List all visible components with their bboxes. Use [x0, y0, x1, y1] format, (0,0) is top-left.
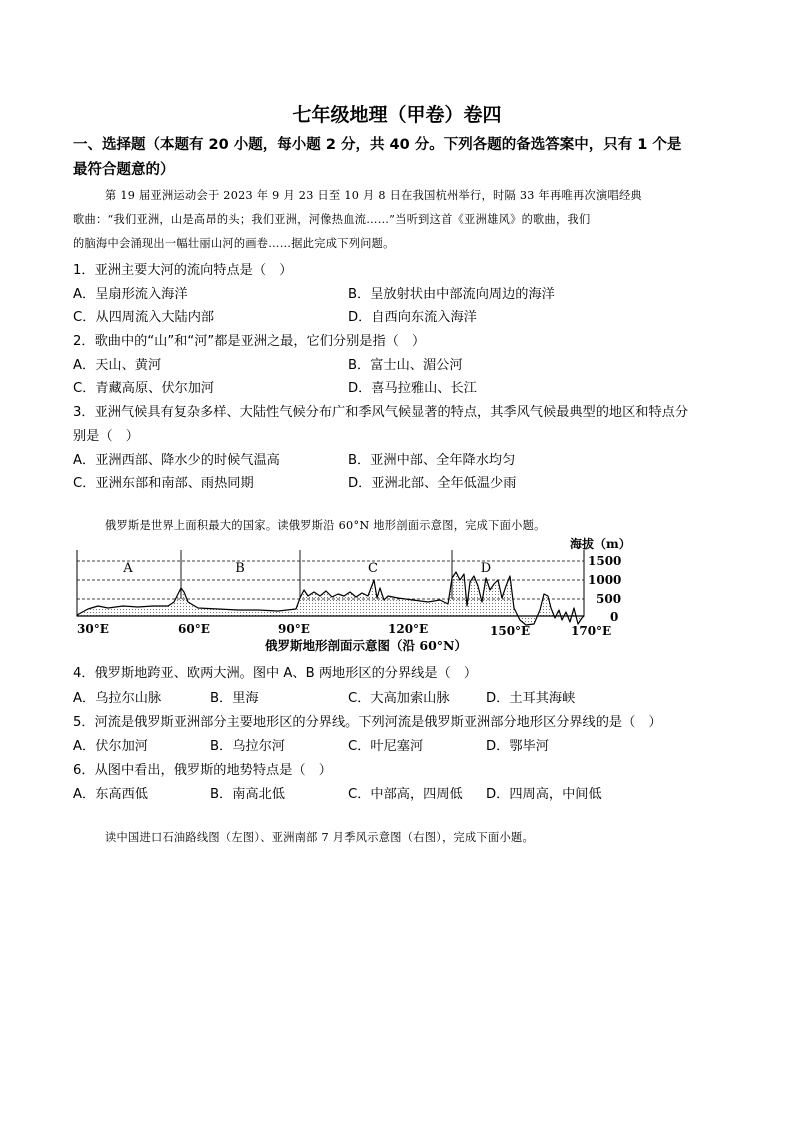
passage1-line2: 歌曲：“我们亚洲，山是高昂的头；我们亚洲，河像热血流……”当听到这首《亚洲雄风》的歌曲，我们 — [73, 213, 591, 226]
passage2: 俄罗斯是世界上面积最大的国家。读俄罗斯沿 60°N 地形剖面示意图，完成下面小题。 — [105, 519, 546, 532]
q5-option-d[interactable]: D．鄂毕河 — [486, 739, 549, 754]
region-label-b: B — [235, 561, 245, 576]
terrain-profile-figure — [68, 536, 638, 656]
figure-caption: 俄罗斯地形剖面示意图（沿 60°N） — [265, 638, 467, 653]
q6-option-a[interactable]: A．东高西低 — [73, 787, 148, 802]
question-4-stem: 4．俄罗斯地跨亚、欧两大洲。图中 A、B 两地形区的分界线是（ ） — [73, 666, 478, 681]
y-tick-1000: 1000 — [588, 573, 622, 587]
question-1-stem: 1．亚洲主要大河的流向特点是（ ） — [73, 263, 293, 278]
q5-option-b[interactable]: B．乌拉尔河 — [210, 739, 285, 754]
q3-option-b[interactable]: B．亚洲中部、全年降水均匀 — [348, 453, 516, 468]
question-3-stem-line2: 别是（ ） — [73, 429, 139, 444]
passage1-line1: 第 19 届亚洲运动会于 2023 年 9 月 23 日至 10 月 8 日在我国杭州举行，时隔 33 年再唯再次演唱经典 — [105, 189, 642, 202]
q3-option-c[interactable]: C．亚洲东部和南部、雨热同期 — [73, 476, 254, 491]
y-tick-1500: 1500 — [588, 554, 622, 568]
q1-option-c[interactable]: C．从四周流入大陆内部 — [73, 310, 215, 325]
y-tick-500: 500 — [596, 592, 622, 606]
section-heading-line2: 最符合题意的） — [73, 162, 175, 178]
q4-option-a[interactable]: A．乌拉尔山脉 — [73, 691, 162, 706]
q1-option-b[interactable]: B．呈放射状由中部流向周边的海洋 — [348, 287, 555, 302]
y-tick-0: 0 — [610, 610, 619, 624]
q2-option-b[interactable]: B．富士山、湄公河 — [348, 358, 463, 373]
question-3-stem-line1: 3．亚洲气候具有复杂多样、大陆性气候分布广和季风气候显著的特点，其季风气候最典型的地区和特点分 — [73, 405, 689, 420]
y-axis-label: 海拔（m） — [570, 537, 631, 551]
q3-option-a[interactable]: A．亚洲西部、降水少的时候气温高 — [73, 453, 280, 468]
x-tick-120e: 120°E — [388, 622, 429, 636]
q5-option-a[interactable]: A．伏尔加河 — [73, 739, 148, 754]
q2-option-a[interactable]: A．天山、黄河 — [73, 358, 162, 373]
region-label-d: D — [480, 561, 492, 576]
region-label-c: C — [368, 561, 378, 576]
q1-option-d[interactable]: D．自西向东流入海洋 — [348, 310, 477, 325]
question-6-stem: 6．从图中看出，俄罗斯的地势特点是（ ） — [73, 763, 332, 778]
x-tick-170e: 170°E — [571, 624, 612, 638]
section-heading-line1: 一、选择题（本题有 20 小题，每小题 2 分，共 40 分。下列各题的备选答案中，只有 1 个是 — [73, 137, 682, 153]
q2-option-d[interactable]: D．喜马拉雅山、长江 — [348, 381, 477, 396]
q6-option-d[interactable]: D．四周高，中间低 — [486, 787, 602, 802]
passage3: 读中国进口石油路线图（左图）、亚洲南部 7 月季风示意图（右图），完成下面小题。 — [105, 831, 534, 844]
q4-option-c[interactable]: C．大高加索山脉 — [348, 691, 450, 706]
x-tick-30e: 30°E — [77, 622, 109, 636]
q3-option-d[interactable]: D．亚洲北部、全年低温少雨 — [348, 476, 517, 491]
q2-option-c[interactable]: C．青藏高原、伏尔加河 — [73, 381, 215, 396]
question-2-stem: 2．歌曲中的“山”和“河”都是亚洲之最，它们分别是指（ ） — [73, 334, 426, 349]
question-5-stem: 5．河流是俄罗斯亚洲部分主要地形区的分界线。下列河流是俄罗斯亚洲部分地形区分界线的是（ ） — [73, 715, 662, 730]
x-tick-60e: 60°E — [178, 622, 210, 636]
q1-option-a[interactable]: A．呈扇形流入海洋 — [73, 287, 188, 302]
q5-option-c[interactable]: C．叶尼塞河 — [348, 739, 424, 754]
q4-option-b[interactable]: B．里海 — [210, 691, 259, 706]
q6-option-b[interactable]: B．南高北低 — [210, 787, 285, 802]
region-label-a: A — [123, 561, 133, 576]
q6-option-c[interactable]: C．中部高，四周低 — [348, 787, 463, 802]
q4-option-d[interactable]: D．土耳其海峡 — [486, 691, 576, 706]
x-tick-90e: 90°E — [278, 622, 310, 636]
x-tick-150e: 150°E — [490, 624, 531, 638]
page-title: 七年级地理（甲卷）卷四 — [292, 104, 502, 126]
passage1-line3: 的脑海中会涌现出一幅壮丽山河的画卷……据此完成下列问题。 — [73, 237, 395, 250]
